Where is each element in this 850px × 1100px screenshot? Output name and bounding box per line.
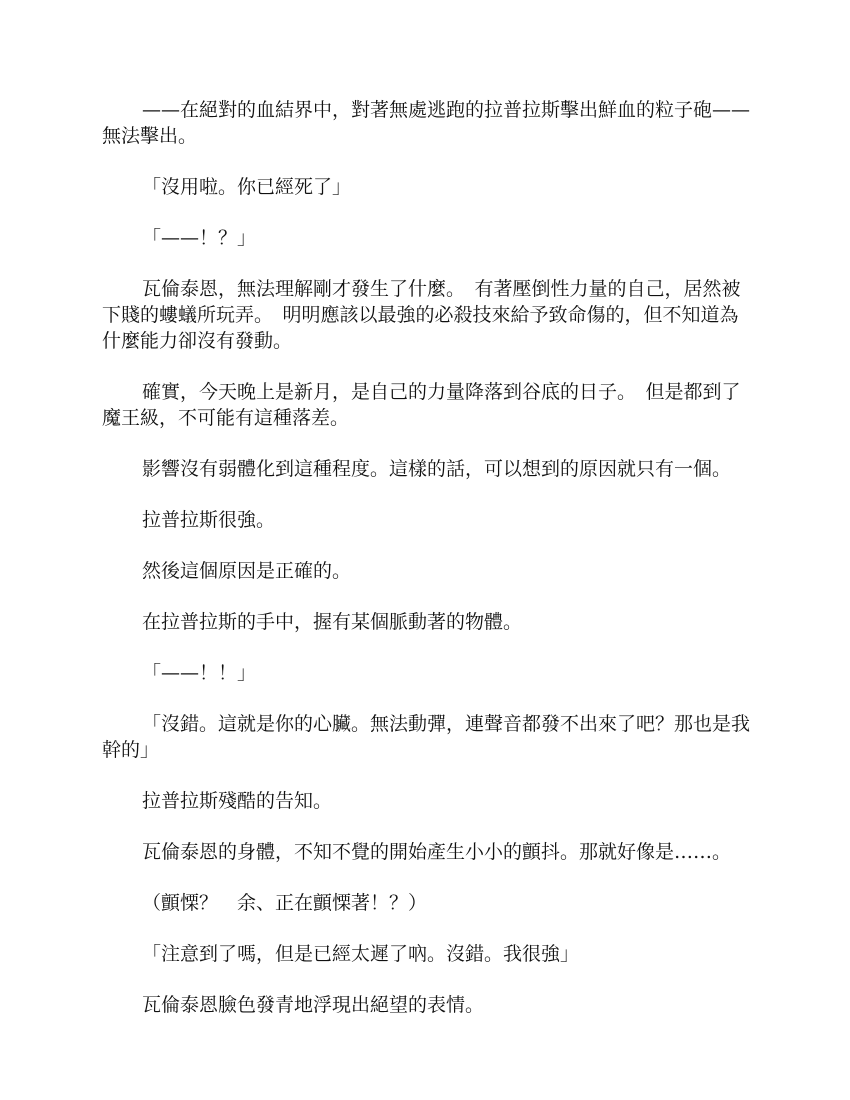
- paragraph-6: 影響沒有弱體化到這種程度。這樣的話，可以想到的原因就只有一個。: [142, 458, 732, 480]
- paragraph-14: （顫慄？ 余、正在顫慄著！？）: [142, 892, 428, 914]
- paragraph-2: 「沒用啦。你已經死了」: [142, 176, 352, 198]
- paragraph-9: 在拉普拉斯的手中，握有某個脈動著的物體。: [142, 611, 523, 633]
- paragraph-13: 瓦倫泰恩的身體，不知不覺的開始產生小小的顫抖。那就好像是……。: [142, 841, 732, 863]
- paragraph-11: 「沒錯。這就是你的心臟。無法動彈，連聲音都發不出來了吧？那也是我幹的」: [102, 713, 751, 761]
- paragraph-16: 瓦倫泰恩臉色發青地浮現出絕望的表情。: [142, 994, 485, 1016]
- paragraph-8: 然後這個原因是正確的。: [142, 560, 352, 582]
- paragraph-12: 拉普拉斯殘酷的告知。: [142, 790, 333, 812]
- document-page: [102, 97, 757, 1043]
- paragraph-10: 「——！！」: [142, 662, 257, 684]
- paragraph-5: 確實，今天晚上是新月，是自己的力量降落到谷底的日子。 但是都到了魔王級，不可能有這種落差。: [102, 381, 741, 429]
- paragraph-7: 拉普拉斯很強。: [142, 509, 276, 531]
- paragraph-15: 「注意到了嗎，但是已經太遲了吶。沒錯。我很強」: [142, 943, 580, 965]
- paragraph-1: ——在絕對的血結界中，對著無處逃跑的拉普拉斯擊出鮮血的粒子砲——無法擊出。: [102, 99, 751, 147]
- paragraph-4: 瓦倫泰恩，無法理解剛才發生了什麼。 有著壓倒性力量的自己，居然被下賤的螻蟻所玩弄。 明明應該以最強的必殺技來給予致命傷的，但不知道為什麼能力卻沒有發動。: [102, 278, 741, 352]
- paragraph-3: 「——！？」: [142, 227, 257, 249]
